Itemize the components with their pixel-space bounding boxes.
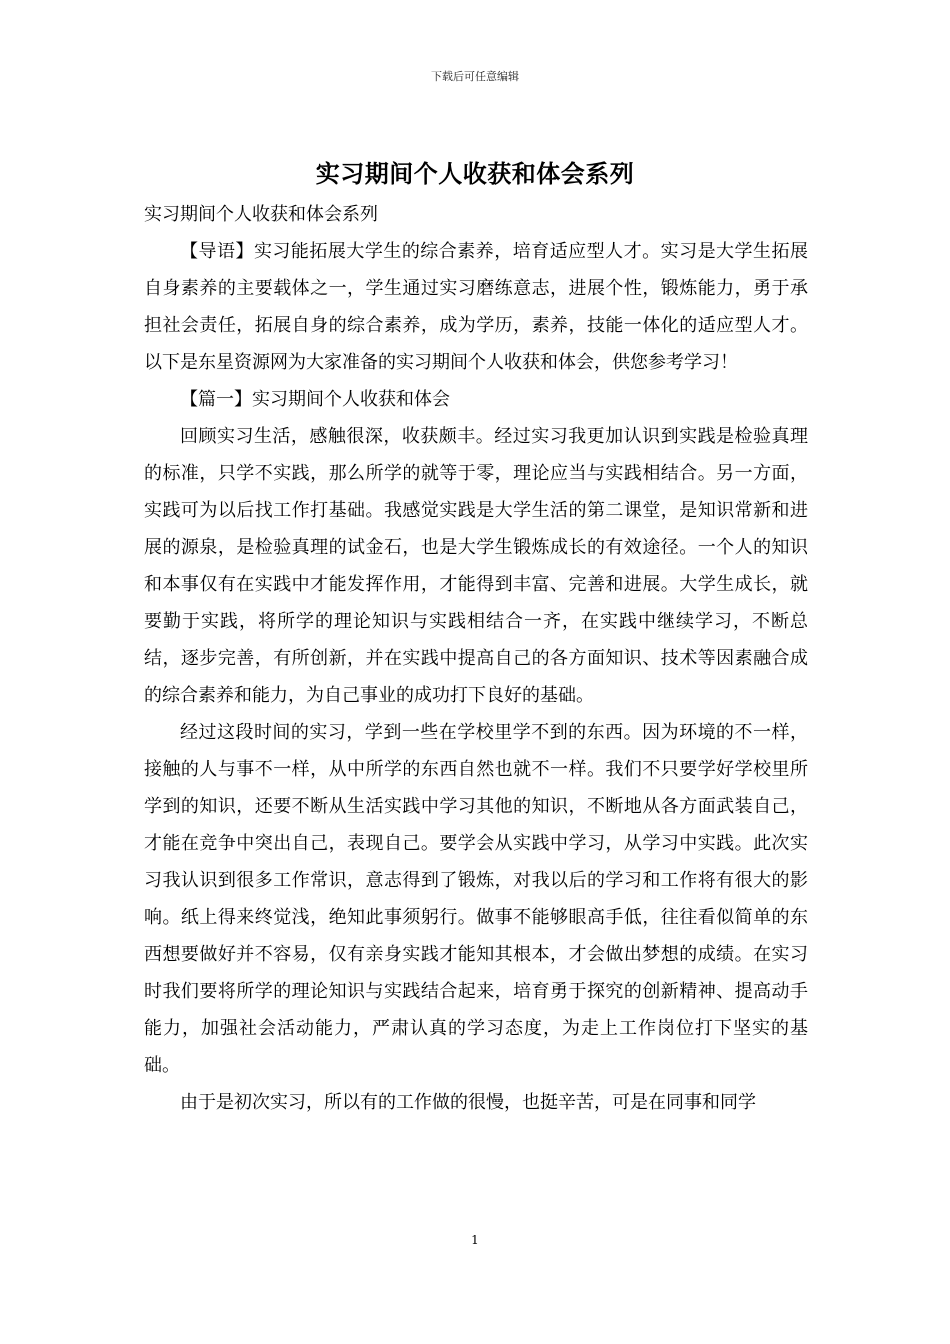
body-paragraph: 经过这段时间的实习，学到一些在学校里学不到的东西。因为环境的不一样，接触的人与事不一样，从中所学的东西自然也就不一样。我们不只要学好学校里所学到的知识，还要不断从生活实践中学习其他的知识，不断地从各方面武装自己，才能在竞争中突出自己，表现自己。要学会从实践中学习，从学习中实践。此次实习我认识到很多工作常识，意志得到了锻炼，对我以后的学习和工作将有很大的影响。纸上得来终觉浅，绝知此事须躬行。做事不能够眼高手低，往往看似简单的东西想要做好并不容易，仅有亲身实践才能知其根本，才会做出梦想的成绩。在实习时我们要将所学的理论知识与实践结合起来，培育勇于探究的创新精神、提高动手能力，加强社会活动能力，严肃认真的学习态度，为走上工作岗位打下坚实的基础。 xyxy=(144,722,808,1076)
subtitle-paragraph: 实习期间个人收获和体会系列 xyxy=(144,204,378,225)
document-body xyxy=(144,196,808,1121)
header-note: 下载后可任意编辑 xyxy=(431,70,519,83)
page-number: 1 xyxy=(471,1233,479,1247)
body-paragraph: 由于是初次实习，所以有的工作做的很慢，也挺辛苦，可是在同事和同学 xyxy=(180,1092,756,1113)
document-title: 实习期间个人收获和体会系列 xyxy=(315,159,635,188)
body-paragraph: 回顾实习生活，感触很深，收获颇丰。经过实习我更加认识到实践是检验真理的标准，只学不实践，那么所学的就等于零，理论应当与实践相结合。另一方面，实践可为以后找工作打基础。我感觉实践是大学生活的第二课堂，是知识常新和进展的源泉，是检验真理的试金石，也是大学生锻炼成长的有效途径。一个人的知识和本事仅有在实践中才能发挥作用，才能得到丰富、完善和进展。大学生成长，就要勤于实践，将所学的理论知识与实践相结合一齐，在实践中继续学习，不断总结，逐步完善，有所创新，并在实践中提高自己的各方面知识、技术等因素融合成的综合素养和能力，为自己事业的成功打下良好的基础。 xyxy=(144,426,808,706)
section-heading: 【篇一】实习期间个人收获和体会 xyxy=(180,389,450,410)
intro-paragraph: 【导语】实习能拓展大学生的综合素养，培育适应型人才。实习是大学生拓展自身素养的主要载体之一，学生通过实习磨练意志，进展个性，锻炼能力，勇于承担社会责任，拓展自身的综合素养，成为学历，素养，技能一体化的适应型人才。以下是东星资源网为大家准备的实习期间个人收获和体会，供您参考学习！ xyxy=(144,241,808,373)
